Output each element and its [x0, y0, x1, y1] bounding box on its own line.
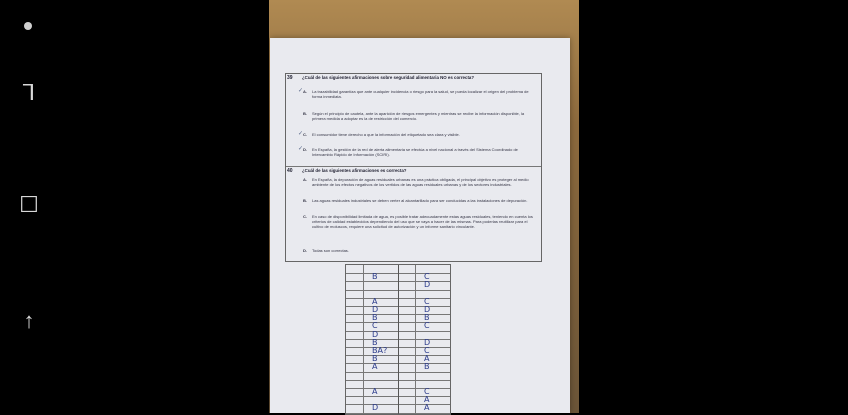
option-b: B. Según el principio de cautela, ante la aparición de riesgos emergentes y mientras se recibe la información disponible, la primera medida a adoptar es la de restricción del comercio. — [303, 111, 525, 121]
home-icon[interactable]: ☐ — [19, 192, 39, 217]
viewer-background — [579, 0, 848, 413]
question-number: 40 — [287, 168, 293, 174]
answer-value: B — [372, 313, 378, 323]
navigation-controls — [0, 0, 60, 413]
answer-row — [398, 404, 450, 413]
question-39 — [286, 74, 541, 167]
answer-value: C — [424, 346, 430, 355]
question-40 — [286, 167, 541, 259]
answer-value: D — [372, 403, 379, 413]
answer-value: D — [372, 305, 379, 314]
option-b: B. Las aguas residuales industriales se deben verter al alcantarillado para ser conducidas a las instalaciones de depuración. — [303, 198, 528, 203]
answer-value: D — [424, 305, 431, 314]
check-mark-icon: ✓ — [298, 146, 304, 152]
answer-value: B — [372, 354, 378, 364]
answer-value: B — [372, 337, 378, 347]
check-mark-icon: ✓ — [298, 88, 304, 94]
answer-value: D — [372, 329, 379, 339]
answer-value: BA? — [372, 346, 388, 355]
answer-value: B — [424, 313, 430, 323]
answer-row — [346, 404, 398, 413]
answer-value: B — [424, 362, 430, 372]
option-a: A. En España, la depuración de aguas residuales urbanas es una práctica obligada, el principal objetivo es proteger al medio ambiente de los efectos negativos de los vertidos de las aguas residuales urbanas y de los sectores industriales. — [303, 177, 529, 187]
question-box — [285, 73, 542, 262]
answer-value: C — [424, 272, 430, 282]
option-d: ✓ D. En España, la gestión de la red de alerta alimentaria se efectúa a nivel nacional a través del Sistema Coordinado de Intercambio Rápido de Información (SCIRI). — [298, 146, 518, 157]
dot-indicator-icon — [24, 22, 32, 30]
check-mark-icon: ✓ — [298, 131, 304, 137]
answer-value: C — [424, 387, 430, 396]
question-text: ¿Cuál de las siguientes afirmaciones es correcta? — [302, 168, 407, 173]
answer-column-left — [346, 265, 398, 414]
answer-column-right — [398, 265, 450, 414]
question-text: ¿Cuál de las siguientes afirmaciones sobre seguridad alimentaria NO es correcta? — [302, 75, 475, 80]
back-icon[interactable]: ↑ — [23, 308, 35, 333]
answer-value: A — [372, 362, 378, 372]
answer-value: D — [424, 280, 431, 290]
answer-value: A — [424, 395, 430, 405]
answer-value: C — [372, 321, 378, 331]
answer-value: C — [424, 321, 430, 331]
answer-value: A — [372, 296, 378, 306]
answer-value: C — [424, 296, 430, 306]
question-number: 39 — [287, 75, 293, 81]
answer-value: B — [372, 272, 378, 282]
answer-grid — [345, 264, 451, 415]
answer-value: A — [372, 387, 378, 396]
answer-value: A — [424, 354, 430, 364]
answer-value: A — [424, 403, 430, 413]
answer-value: D — [424, 337, 431, 347]
option-c: ✓ C. El consumidor tiene derecho a que la información del etiquetado sea clara y visible. — [298, 131, 460, 137]
option-d: D. Todas son correctas. — [303, 248, 349, 253]
option-c: C. En caso de disponibilidad limitada de agua, es posible tratar adecuadamente estas aguas residuales, teniendo en cuenta los criterios de calidad establecidos dependiendo del uso que se vaya a hacer de las mismas. Para poderlas reutilizar para el cultivo de moluscos, requiere una solicitud de autorización y un informe sanitario vinculante. — [303, 214, 533, 229]
option-a: ✓ A. La trazabilidad garantiza que ante cualquier incidencia o riesgo para la salud, se pueda localizar el origen del problema de forma inmediata. — [298, 88, 529, 99]
recent-apps-icon[interactable]: ⅂ — [22, 80, 36, 105]
